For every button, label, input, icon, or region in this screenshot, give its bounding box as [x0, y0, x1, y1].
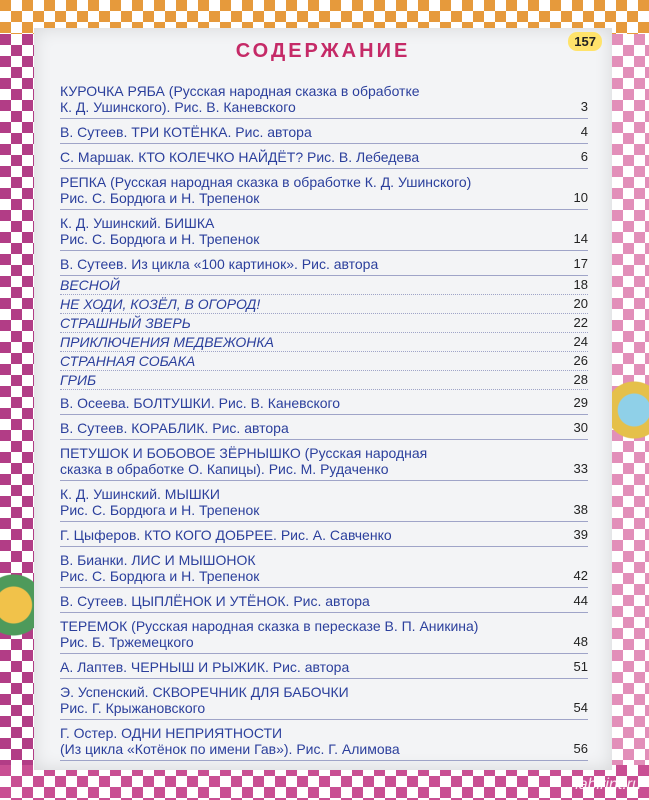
- watermark: labirint.ru: [575, 776, 641, 793]
- toc-entry-line: В. Осеева. БОЛТУШКИ. Рис. В. Каневского: [60, 395, 341, 411]
- toc-page-number: 56: [573, 741, 588, 756]
- toc-entry-line: СТРАШНЫЙ ЗВЕРЬ: [60, 315, 191, 331]
- toc-entry-line: ВЕСНОЙ: [60, 277, 120, 293]
- toc-entry-text: [60, 215, 560, 247]
- toc-entry-text: [60, 593, 560, 609]
- toc-entry: [60, 251, 588, 276]
- decorative-border-bottom: [0, 765, 649, 800]
- toc-page-number: 42: [573, 568, 588, 583]
- toc-entry-text: [60, 353, 195, 369]
- toc-entry-text: [60, 296, 260, 312]
- page-title: СОДЕРЖАНИЕ: [235, 40, 411, 62]
- toc-entry-line: сказка в обработке О. Капицы). Рис. М. Рудаченко: [60, 461, 389, 477]
- table-of-contents: [60, 78, 588, 761]
- toc-entry-line: Г. Цыферов. КТО КОГО ДОБРЕЕ. Рис. А. Савченко: [60, 527, 392, 543]
- toc-entry-text: [60, 334, 274, 350]
- toc-entry-text: [60, 83, 560, 115]
- toc-entry-text: [60, 725, 560, 757]
- toc-entry: [60, 169, 588, 210]
- toc-entry: [60, 481, 588, 522]
- toc-entry-text: [60, 277, 120, 293]
- toc-page-number: 20: [573, 296, 588, 311]
- toc-page-number: 28: [573, 372, 588, 387]
- toc-page-number: 18: [573, 277, 588, 292]
- toc-entry-text: [60, 372, 96, 388]
- toc-entry: [60, 144, 588, 169]
- toc-page-number: 17: [573, 256, 588, 271]
- toc-entry-line: В. Сутеев. КОРАБЛИК. Рис. автора: [60, 420, 289, 436]
- toc-page-number: 26: [573, 353, 588, 368]
- toc-entry: [60, 415, 588, 440]
- toc-entry: [60, 613, 588, 654]
- toc-page-number: 29: [573, 395, 588, 410]
- toc-entry-line: Рис. С. Бордюга и Н. Трепенок: [60, 190, 260, 206]
- toc-entry-line: К. Д. Ушинского). Рис. В. Каневского: [60, 99, 296, 115]
- toc-entry-line: Г. Остер. ОДНИ НЕПРИЯТНОСТИ: [60, 725, 283, 741]
- toc-page-number: 22: [573, 315, 588, 330]
- toc-entry: [60, 210, 588, 251]
- toc-entry-line: ПЕТУШОК И БОБОВОЕ ЗЁРНЫШКО (Русская народная: [60, 445, 428, 461]
- toc-entry-text: [60, 124, 560, 140]
- toc-entry-line: Э. Успенский. СКВОРЕЧНИК ДЛЯ БАБОЧКИ: [60, 684, 349, 700]
- toc-entry: [60, 295, 588, 314]
- toc-entry-line: А. Лаптев. ЧЕРНЫШ И РЫЖИК. Рис. автора: [60, 659, 350, 675]
- toc-page-number: 24: [573, 334, 588, 349]
- toc-entry-text: [60, 315, 191, 331]
- toc-entry-text: [60, 659, 560, 675]
- toc-entry: [60, 522, 588, 547]
- toc-entry-line: ПРИКЛЮЧЕНИЯ МЕДВЕЖОНКА: [60, 334, 275, 350]
- toc-page-number: 14: [573, 231, 588, 246]
- toc-entry: [60, 276, 588, 295]
- toc-entry-text: [60, 395, 560, 411]
- toc-entry: [60, 390, 588, 415]
- toc-entry-text: [60, 256, 560, 272]
- toc-entry-line: Рис. С. Бордюга и Н. Трепенок: [60, 231, 260, 247]
- toc-entry: [60, 654, 588, 679]
- toc-entry: [60, 588, 588, 613]
- toc-entry: [60, 119, 588, 144]
- page-number: 157: [568, 32, 602, 51]
- toc-entry: [60, 720, 588, 761]
- toc-entry-line: К. Д. Ушинский. БИШКА: [60, 215, 215, 231]
- toc-entry: [60, 333, 588, 352]
- toc-page-number: 48: [573, 634, 588, 649]
- toc-entry-line: СТРАННАЯ СОБАКА: [60, 353, 196, 369]
- toc-page-number: 33: [573, 461, 588, 476]
- illustration-fragment-left: [0, 560, 34, 650]
- toc-entry-line: КУРОЧКА РЯБА (Русская народная сказка в обработке: [60, 83, 420, 99]
- decorative-border-left: [0, 34, 34, 765]
- illustration-fragment-right: [612, 370, 649, 450]
- toc-entry-line: ГРИБ: [60, 372, 97, 388]
- toc-entry: [60, 78, 588, 119]
- toc-entry-line: НЕ ХОДИ, КОЗЁЛ, В ОГОРОД!: [60, 296, 261, 312]
- toc-entry-line: Рис. Г. Крыжановского: [60, 700, 206, 716]
- toc-entry: [60, 314, 588, 333]
- toc-entry-line: Рис. С. Бордюга и Н. Трепенок: [60, 568, 260, 584]
- toc-entry-text: [60, 486, 560, 518]
- toc-page-number: 4: [580, 124, 588, 139]
- toc-entry: [60, 371, 588, 390]
- toc-entry-line: ТЕРЕМОК (Русская народная сказка в пересказе В. П. Аникина): [60, 618, 479, 634]
- toc-entry-line: В. Сутеев. Из цикла «100 картинок». Рис. автора: [60, 256, 379, 272]
- toc-entry-line: Рис. Б. Тржемецкого: [60, 634, 194, 650]
- toc-entry-text: [60, 174, 560, 206]
- toc-entry-line: (Из цикла «Котёнок по имени Гав»). Рис. Г. Алимова: [60, 741, 400, 757]
- toc-page-number: 44: [573, 593, 588, 608]
- toc-entry-text: [60, 618, 560, 650]
- toc-entry-text: [60, 552, 560, 584]
- toc-entry-line: Рис. С. Бордюга и Н. Трепенок: [60, 502, 260, 518]
- toc-entry-text: [60, 420, 560, 436]
- toc-entry: [60, 440, 588, 481]
- toc-page-number: 51: [573, 659, 588, 674]
- toc-page-number: 54: [573, 700, 588, 715]
- toc-entry-text: [60, 445, 560, 477]
- book-page: [34, 28, 612, 770]
- toc-page-number: 30: [573, 420, 588, 435]
- toc-entry-text: [60, 149, 560, 165]
- toc-entry-line: С. Маршак. КТО КОЛЕЧКО НАЙДЁТ? Рис. В. Лебедева: [60, 149, 420, 165]
- toc-entry-line: К. Д. Ушинский. МЫШКИ: [60, 486, 220, 502]
- toc-entry-line: В. Сутеев. ЦЫПЛЁНОК И УТЁНОК. Рис. автора: [60, 593, 370, 609]
- toc-entry-text: [60, 527, 560, 543]
- toc-entry-line: В. Сутеев. ТРИ КОТЁНКА. Рис. автора: [60, 124, 312, 140]
- toc-page-number: 39: [573, 527, 588, 542]
- toc-entry: [60, 352, 588, 371]
- toc-page-number: 10: [573, 190, 588, 205]
- toc-page-number: 38: [573, 502, 588, 517]
- toc-entry-text: [60, 684, 560, 716]
- toc-page-number: 3: [580, 99, 588, 114]
- toc-entry-line: РЕПКА (Русская народная сказка в обработке К. Д. Ушинского): [60, 174, 472, 190]
- toc-entry-line: В. Бианки. ЛИС И МЫШОНОК: [60, 552, 256, 568]
- toc-page-number: 6: [580, 149, 588, 164]
- toc-entry: [60, 679, 588, 720]
- toc-entry: [60, 547, 588, 588]
